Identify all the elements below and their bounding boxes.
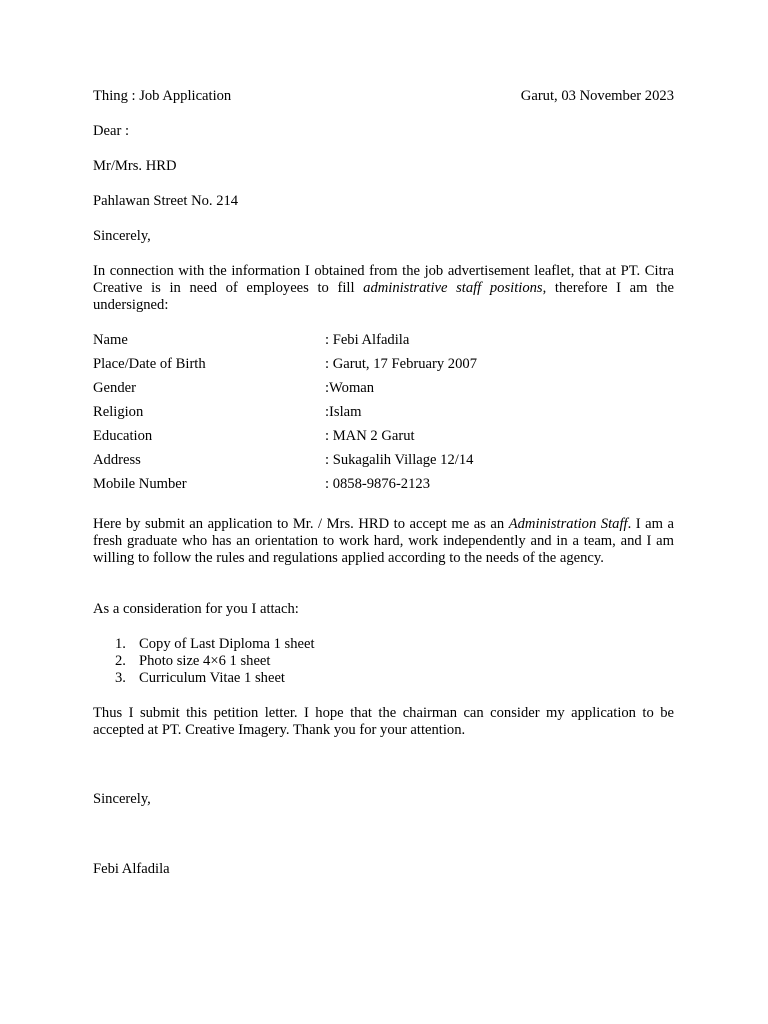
detail-value: :Islam — [325, 404, 362, 420]
recipient-name: Mr/Mrs. HRD — [93, 158, 177, 174]
body-text-2: . I am a fresh graduate who has an orientation to work hard, work independently and in a team, and I am willing to follow the rules and regulations applied according to the needs of the agency. — [93, 516, 674, 566]
closing-greeting: Sincerely, — [93, 791, 151, 807]
opening-greeting: Sincerely, — [93, 228, 151, 244]
detail-value: : Garut, 17 February 2007 — [325, 356, 477, 372]
intro-text-2: , therefore I am the undersigned: — [93, 280, 674, 313]
intro-emphasis: administrative staff positions — [363, 280, 543, 296]
closing-paragraph: Thus I submit this petition letter. I hope that the chairman can consider my application to be accepted at PT. Creative Imagery. Thank you for your attention. — [93, 705, 674, 738]
detail-value: : MAN 2 Garut — [325, 428, 415, 444]
detail-row-gender — [93, 380, 674, 398]
detail-label: Place/Date of Birth — [93, 356, 206, 372]
letter-page — [93, 0, 674, 1024]
subject-line: Thing : Job Application — [93, 88, 232, 104]
detail-value: :Woman — [325, 380, 375, 396]
detail-row-religion — [93, 404, 674, 422]
list-text: Copy of Last Diploma 1 sheet — [139, 636, 315, 652]
detail-label: Religion — [93, 404, 144, 420]
body-text-1: Here by submit an application to Mr. / Mrs. HRD to accept me as an — [93, 516, 509, 532]
detail-label: Education — [93, 428, 153, 444]
detail-row-name — [93, 332, 674, 350]
body-emphasis: Administration Staff — [508, 516, 628, 532]
detail-label: Mobile Number — [93, 476, 187, 492]
detail-label: Address — [93, 452, 141, 468]
detail-value: : Sukagalih Village 12/14 — [325, 452, 474, 468]
signature-name: Febi Alfadila — [93, 861, 170, 877]
application-paragraph — [93, 516, 674, 567]
recipient-address: Pahlawan Street No. 214 — [93, 193, 239, 209]
detail-row-education — [93, 428, 674, 446]
detail-value: : Febi Alfadila — [325, 332, 410, 348]
list-number: 1. — [115, 636, 126, 652]
detail-row-address — [93, 452, 674, 470]
attachments-intro: As a consideration for you I attach: — [93, 601, 299, 617]
list-number: 3. — [115, 670, 126, 686]
place-date: Garut, 03 November 2023 — [520, 88, 674, 104]
salutation: Dear : — [93, 123, 130, 139]
detail-row-mobile — [93, 476, 674, 494]
list-number: 2. — [115, 653, 126, 669]
detail-row-birth — [93, 356, 674, 374]
list-text: Photo size 4×6 1 sheet — [139, 653, 271, 669]
intro-paragraph — [93, 263, 674, 314]
detail-label: Name — [93, 332, 128, 348]
intro-text-1: In connection with the information I obtained from the job advertisement leaflet, that at PT. Citra Creative is in need of employees to fill — [93, 263, 674, 296]
list-text: Curriculum Vitae 1 sheet — [139, 670, 285, 686]
detail-label: Gender — [93, 380, 136, 396]
detail-value: : 0858-9876-2123 — [325, 476, 430, 492]
